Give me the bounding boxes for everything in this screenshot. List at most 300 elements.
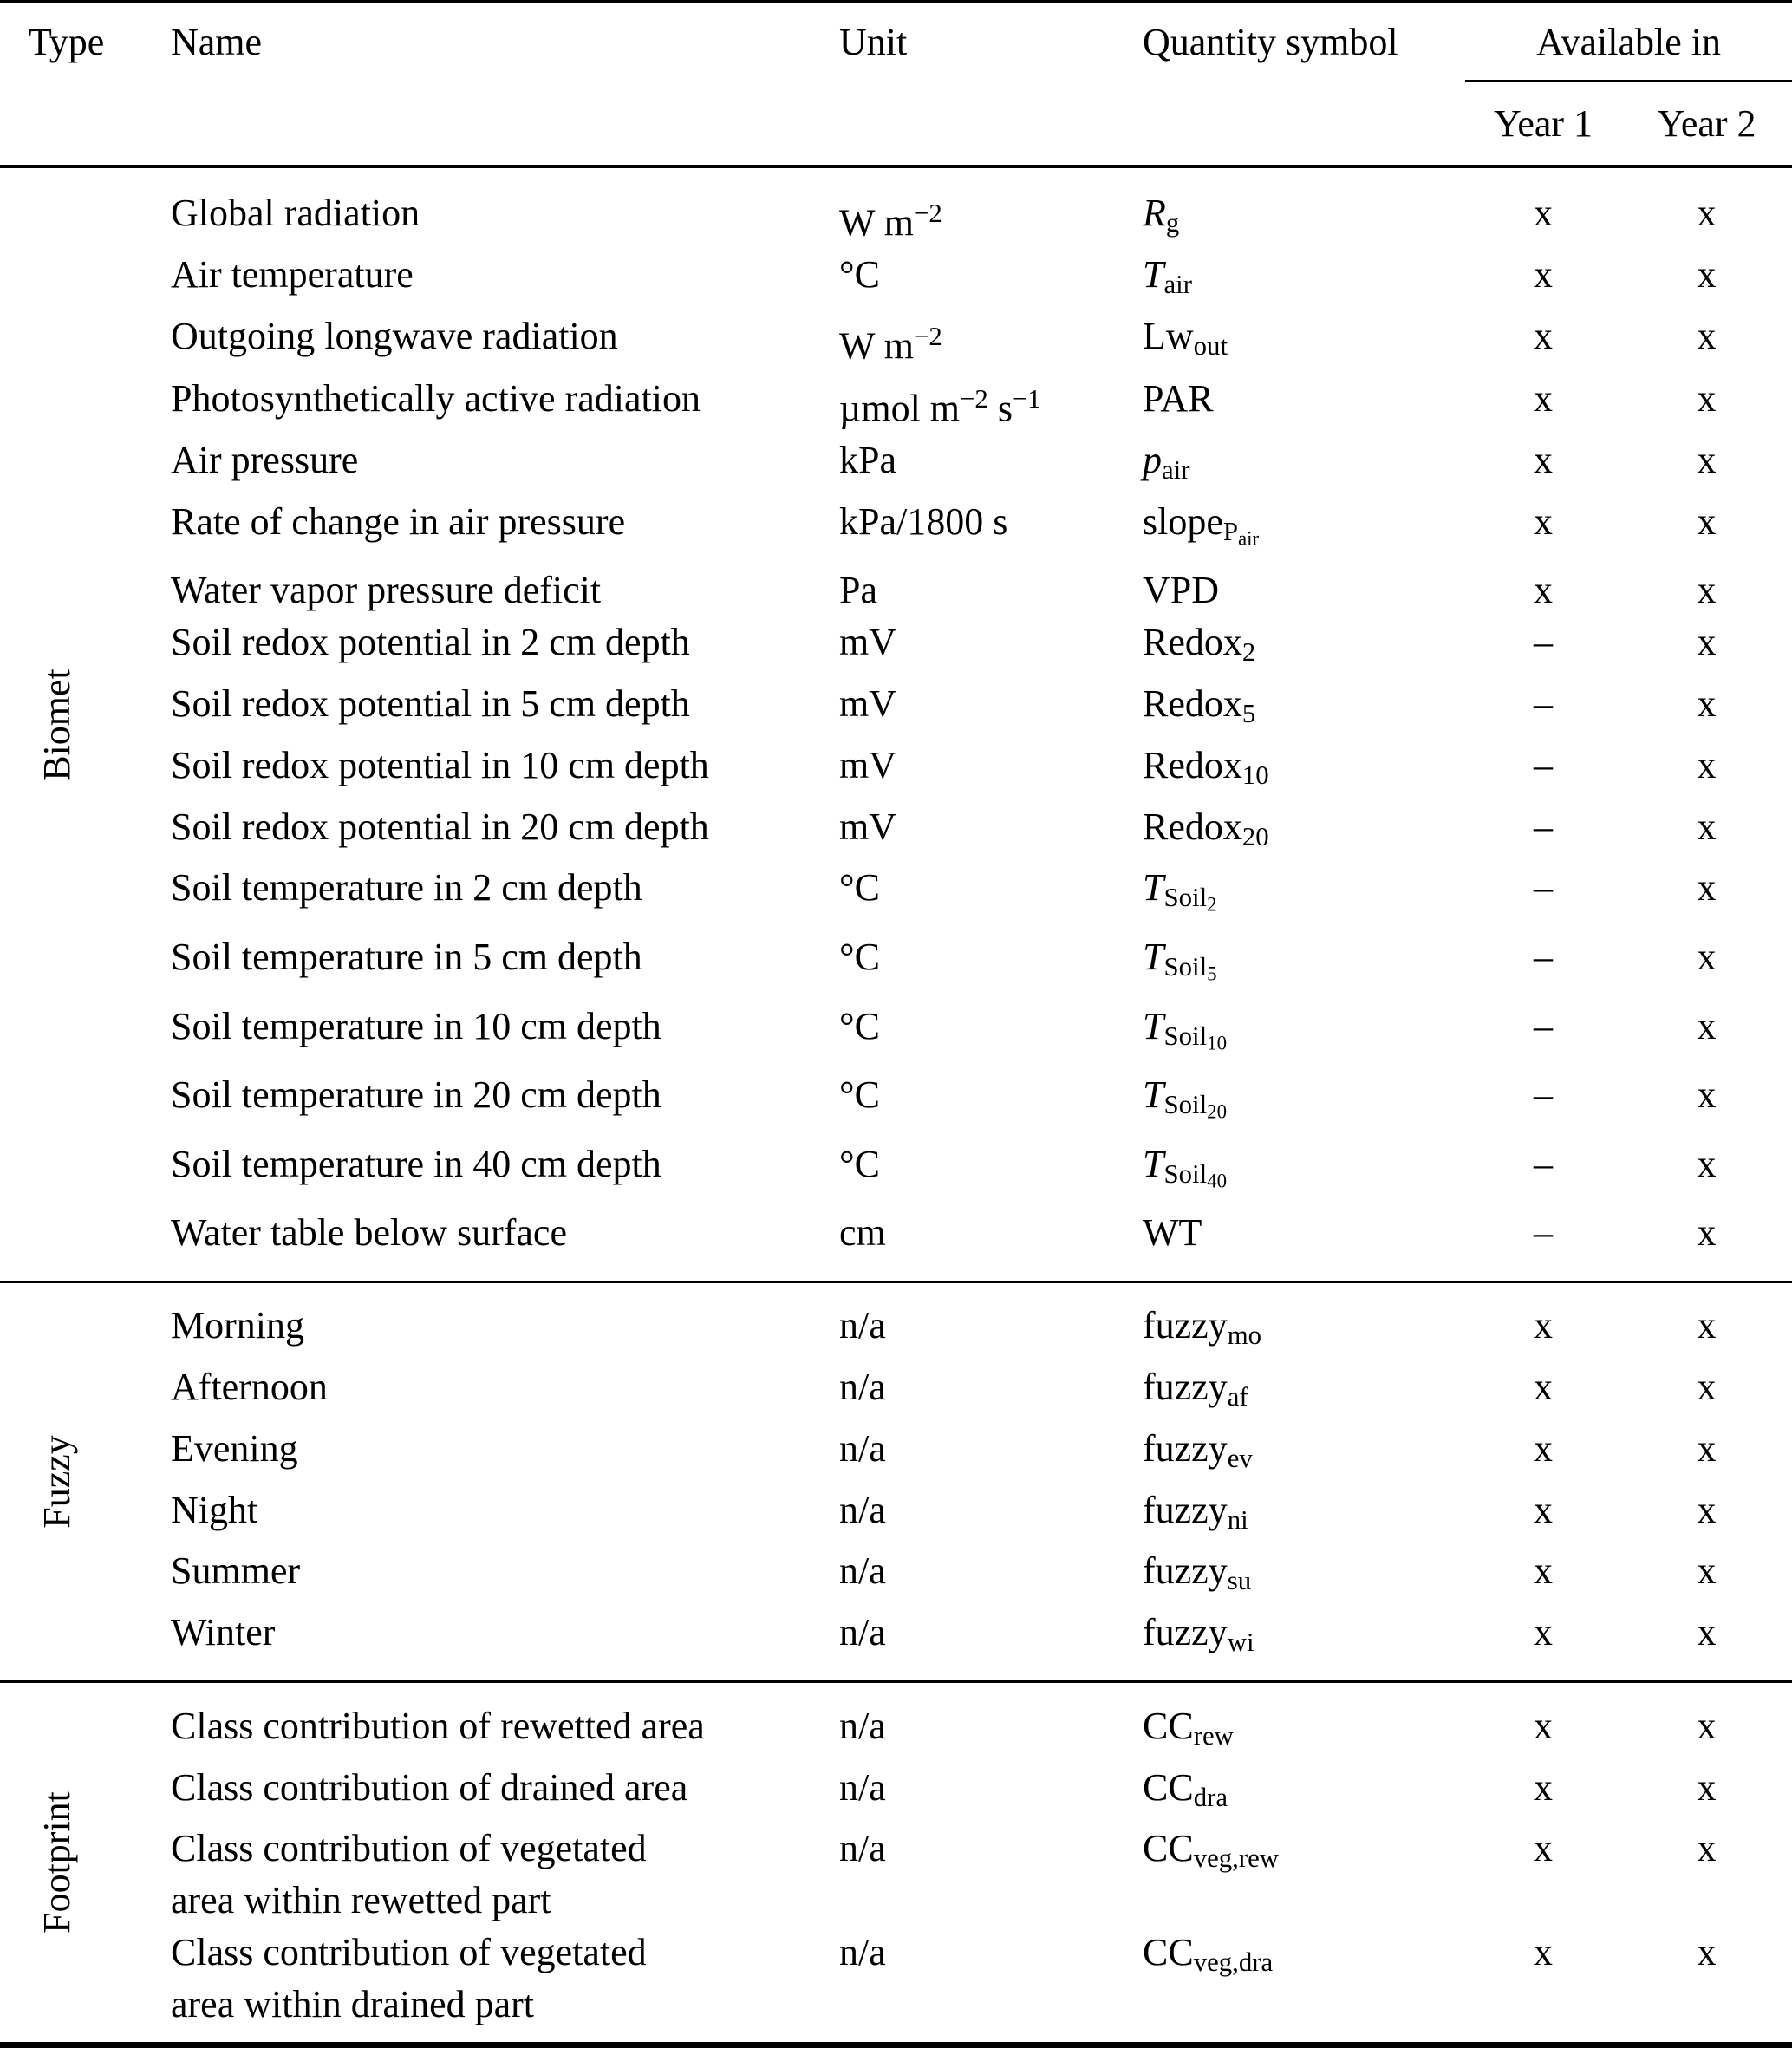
header-row-2: [0, 80, 1792, 165]
row-name: [171, 1762, 839, 1814]
type-label-biomet: Biomet: [36, 668, 78, 781]
row-name-line-1: Soil redox potential in 10 cm depth: [171, 743, 709, 786]
text-run: fuzzy: [1143, 1366, 1228, 1408]
text-run: dra: [1193, 1782, 1228, 1812]
row-year1-mark: –: [1534, 743, 1553, 786]
text-run: slope: [1143, 499, 1223, 543]
table-row: [0, 496, 1792, 565]
row-symbol: [1143, 678, 1465, 740]
row-name-line-2: area within drained part: [171, 1983, 535, 2026]
row-symbol: [1143, 187, 1465, 249]
row-year2-mark: x: [1697, 1211, 1717, 1255]
text-run: fuzzy: [1143, 1426, 1228, 1470]
row-symbol: [1143, 1001, 1465, 1070]
table-row: [0, 564, 1792, 616]
row-year1-mark: –: [1534, 1142, 1553, 1185]
text-run: air: [1238, 527, 1260, 550]
row-symbol: [1143, 1069, 1465, 1138]
text-run: °C: [839, 1004, 880, 1047]
row-symbol: [1143, 1762, 1465, 1823]
row-unit: [839, 1423, 1143, 1475]
text-run: Soil: [1163, 1158, 1208, 1189]
row-symbol: [1143, 373, 1465, 425]
text-run: 5: [1241, 698, 1256, 728]
header-row-2-spacer: [0, 80, 1465, 165]
text-run: n/a: [839, 1304, 886, 1347]
row-year1-mark: x: [1534, 192, 1553, 234]
row-unit: [839, 1700, 1143, 1752]
column-header-unit: Unit: [839, 20, 908, 63]
row-symbol: [1143, 249, 1465, 310]
row-year2-mark: x: [1697, 1142, 1717, 1185]
text-run: n/a: [839, 1827, 886, 1870]
row-year2-mark: x: [1697, 192, 1717, 234]
text-run: mV: [839, 743, 896, 786]
row-symbol: [1143, 1484, 1465, 1546]
row-year1-mark: x: [1534, 1426, 1553, 1470]
row-year1-mark: x: [1534, 438, 1553, 481]
row-year2-mark: x: [1697, 1549, 1717, 1593]
text-run: T: [1143, 866, 1164, 910]
column-header-year-2: Year 2: [1657, 102, 1756, 145]
table-row: [0, 1927, 1792, 2031]
text-run: n/a: [839, 1765, 886, 1809]
text-run: n/a: [839, 1931, 886, 1974]
text-run: ni: [1227, 1504, 1248, 1535]
table-row: [0, 434, 1792, 496]
text-run: wi: [1227, 1627, 1254, 1657]
text-run: Soil: [1163, 883, 1208, 913]
row-unit: [839, 1361, 1143, 1413]
row-name-line-1: Photosynthetically active radiation: [171, 376, 701, 420]
row-year2-mark: x: [1697, 1931, 1717, 1974]
row-year2-mark: x: [1697, 743, 1717, 786]
text-run: °C: [839, 1073, 880, 1117]
text-run: Soil: [1163, 1089, 1208, 1119]
row-name-line-1: Soil redox potential in 5 cm depth: [171, 682, 690, 726]
row-year2-mark: x: [1697, 438, 1717, 481]
text-run: mV: [839, 805, 896, 848]
row-unit: [839, 373, 1143, 434]
row-year1-mark: –: [1534, 805, 1553, 848]
table-row: [0, 310, 1792, 372]
text-run: 2: [1207, 893, 1217, 916]
text-run: −2: [913, 199, 942, 228]
row-unit: [839, 1069, 1143, 1121]
row-name-line-1: Water table below surface: [171, 1211, 567, 1255]
text-run: out: [1193, 330, 1228, 361]
text-run: n/a: [839, 1426, 886, 1470]
text-run: T: [1143, 253, 1164, 297]
text-run: mo: [1227, 1321, 1262, 1350]
table-row: [0, 931, 1792, 1001]
text-run: W m: [839, 201, 914, 245]
row-year2-mark: x: [1697, 1827, 1717, 1870]
table-row: [0, 187, 1792, 249]
row-unit: [839, 187, 1143, 249]
row-year1-mark: x: [1534, 1611, 1553, 1654]
column-header-available-in: Available in: [1536, 20, 1721, 63]
text-run: CC: [1143, 1827, 1194, 1870]
row-year2-mark: x: [1697, 1366, 1717, 1408]
row-year1-mark: x: [1534, 1304, 1553, 1347]
text-run: −2: [960, 383, 988, 414]
row-name: [171, 616, 839, 669]
table-row: [0, 801, 1792, 863]
row-unit: [839, 496, 1143, 548]
row-unit: [839, 931, 1143, 983]
section-fuzzy: [0, 1283, 1792, 1680]
row-symbol: [1143, 310, 1465, 372]
row-symbol: [1143, 1300, 1465, 1361]
row-name: [171, 801, 839, 853]
text-run: −1: [1012, 383, 1041, 414]
row-unit: [839, 434, 1143, 486]
row-unit: [839, 616, 1143, 669]
table-body: [0, 168, 1792, 2048]
row-name: [171, 1001, 839, 1053]
type-label-footprint: Footprint: [36, 1791, 78, 1934]
row-name: [171, 931, 839, 983]
row-year2-mark: x: [1697, 1704, 1717, 1747]
text-run: n/a: [839, 1488, 886, 1531]
row-name: [171, 1300, 839, 1352]
row-year2-mark: x: [1697, 621, 1717, 664]
row-name: [171, 1423, 839, 1475]
text-run: ev: [1227, 1443, 1253, 1473]
table-row: [0, 1069, 1792, 1138]
row-name: [171, 1207, 839, 1259]
row-name-line-2: area within rewetted part: [171, 1879, 551, 1922]
text-run: CC: [1143, 1931, 1194, 1974]
row-year2-mark: x: [1697, 935, 1717, 978]
table-row: [0, 1207, 1792, 1259]
row-year1-mark: x: [1534, 1488, 1553, 1531]
row-name: [171, 1927, 839, 2031]
table-row: [0, 862, 1792, 931]
row-name-line-1: Afternoon: [171, 1366, 328, 1408]
row-name: [171, 310, 839, 362]
text-run: Pa: [839, 569, 877, 612]
table-row: [0, 678, 1792, 740]
row-name-line-1: Water vapor pressure deficit: [171, 569, 602, 612]
row-name: [171, 1069, 839, 1121]
row-symbol: [1143, 616, 1465, 678]
text-run: CC: [1143, 1765, 1194, 1809]
row-name-line-1: Air pressure: [171, 438, 359, 481]
row-year1-mark: x: [1534, 1765, 1553, 1809]
text-run: veg,rew: [1193, 1843, 1280, 1874]
text-run: T: [1143, 1004, 1164, 1047]
row-unit: [839, 564, 1143, 616]
text-run: s: [987, 386, 1013, 429]
row-name-line-1: Soil temperature in 5 cm depth: [171, 935, 642, 978]
text-run: T: [1143, 1142, 1164, 1185]
text-run: fuzzy: [1143, 1488, 1228, 1531]
text-run: g: [1165, 207, 1180, 238]
text-run: T: [1143, 935, 1164, 978]
row-symbol: [1143, 1927, 1465, 1988]
table-row: [0, 1762, 1792, 1823]
row-name: [171, 678, 839, 730]
text-run: rew: [1193, 1720, 1234, 1751]
row-year1-mark: –: [1534, 935, 1553, 978]
text-run: °C: [839, 866, 880, 910]
row-year2-mark: x: [1697, 569, 1717, 612]
text-run: W m: [839, 324, 914, 368]
row-name-line-1: Winter: [171, 1611, 276, 1654]
text-run: p: [1143, 438, 1162, 481]
table-row: [0, 373, 1792, 434]
row-unit: [839, 1207, 1143, 1259]
text-run: n/a: [839, 1549, 886, 1593]
row-year1-mark: –: [1534, 1004, 1553, 1047]
row-name: [171, 434, 839, 486]
table-row: [0, 616, 1792, 678]
column-header-symbol: Quantity symbol: [1143, 20, 1398, 63]
text-run: n/a: [839, 1611, 886, 1654]
row-year2-mark: x: [1697, 866, 1717, 910]
row-unit: [839, 1300, 1143, 1352]
row-year1-mark: –: [1534, 682, 1553, 726]
type-label-fuzzy: Fuzzy: [36, 1435, 78, 1529]
row-unit: [839, 1607, 1143, 1659]
row-name: [171, 1823, 839, 1927]
text-run: R: [1143, 192, 1166, 234]
text-run: T: [1143, 1073, 1164, 1117]
row-name: [171, 373, 839, 425]
row-unit: [839, 1545, 1143, 1597]
row-unit: [839, 1823, 1143, 1875]
row-unit: [839, 249, 1143, 301]
text-run: Redox: [1143, 621, 1242, 664]
row-name-line-1: Outgoing longwave radiation: [171, 315, 618, 358]
row-year2-mark: x: [1697, 1611, 1717, 1654]
row-year1-mark: x: [1534, 315, 1553, 358]
row-name: [171, 1545, 839, 1597]
row-name-line-1: Soil redox potential in 20 cm depth: [171, 805, 709, 848]
text-run: 10: [1241, 760, 1269, 790]
row-year1-mark: x: [1534, 253, 1553, 297]
text-run: CC: [1143, 1704, 1194, 1747]
row-unit: [839, 740, 1143, 792]
row-year2-mark: x: [1697, 682, 1717, 726]
row-year1-mark: x: [1534, 1549, 1553, 1593]
row-name-line-1: Evening: [171, 1426, 298, 1470]
row-name-line-1: Soil temperature in 20 cm depth: [171, 1073, 661, 1117]
row-unit: [839, 862, 1143, 914]
text-run: WT: [1143, 1211, 1202, 1255]
row-year2-mark: x: [1697, 1304, 1717, 1347]
text-run: 5: [1207, 962, 1217, 985]
text-run: air: [1162, 454, 1190, 485]
row-name: [171, 1607, 839, 1659]
text-run: Redox: [1143, 805, 1242, 848]
row-symbol: [1143, 740, 1465, 801]
row-symbol: [1143, 1700, 1465, 1762]
row-year2-mark: x: [1697, 1426, 1717, 1470]
table-row: [0, 1423, 1792, 1484]
table-row: [0, 1484, 1792, 1546]
row-name: [171, 862, 839, 914]
text-run: 2: [1241, 637, 1256, 668]
row-name: [171, 1361, 839, 1413]
text-run: fuzzy: [1143, 1549, 1228, 1593]
table-header: [0, 3, 1792, 165]
row-year2-mark: x: [1697, 1004, 1717, 1047]
row-unit: [839, 1762, 1143, 1814]
row-symbol: [1143, 1423, 1465, 1484]
text-run: cm: [839, 1211, 886, 1255]
table-row: [0, 1300, 1792, 1361]
row-name: [171, 249, 839, 301]
row-name-line-1: Air temperature: [171, 253, 414, 297]
row-year2-mark: x: [1697, 376, 1717, 420]
row-year1-mark: –: [1534, 1073, 1553, 1117]
row-year1-mark: x: [1534, 1827, 1553, 1870]
row-year1-mark: x: [1534, 499, 1553, 543]
text-run: Redox: [1143, 743, 1242, 786]
text-run: fuzzy: [1143, 1611, 1228, 1654]
text-run: veg,dra: [1193, 1947, 1274, 1978]
row-symbol: [1143, 434, 1465, 496]
text-run: n/a: [839, 1366, 886, 1408]
row-symbol: [1143, 931, 1465, 1001]
row-year2-mark: x: [1697, 499, 1717, 543]
text-run: mV: [839, 682, 896, 726]
row-unit: [839, 801, 1143, 853]
table-row: [0, 1823, 1792, 1927]
row-unit: [839, 1001, 1143, 1053]
row-name: [171, 1700, 839, 1752]
text-run: VPD: [1143, 569, 1220, 612]
table-row: [0, 1138, 1792, 1208]
row-unit: [839, 310, 1143, 372]
row-name: [171, 1138, 839, 1190]
text-run: PAR: [1143, 376, 1214, 420]
section-biomet: [0, 168, 1792, 1281]
row-unit: [839, 1484, 1143, 1536]
row-year1-mark: –: [1534, 1211, 1553, 1255]
row-year2-mark: x: [1697, 315, 1717, 358]
row-name: [171, 1484, 839, 1536]
text-run: 20: [1207, 1100, 1227, 1123]
table-row: [0, 1700, 1792, 1762]
row-name-line-1: Class contribution of drained area: [171, 1765, 688, 1809]
row-symbol: [1143, 1138, 1465, 1208]
row-symbol: [1143, 496, 1465, 565]
available-in-subheader: [1465, 80, 1792, 165]
row-name-line-1: Soil redox potential in 2 cm depth: [171, 621, 690, 664]
table-row: [0, 249, 1792, 310]
row-name: [171, 740, 839, 792]
text-run: µmol m: [839, 386, 961, 429]
row-name-line-1: Class contribution of vegetated: [171, 1827, 647, 1870]
row-name: [171, 496, 839, 548]
row-name-line-1: Morning: [171, 1304, 304, 1347]
row-symbol: [1143, 1607, 1465, 1668]
row-symbol: [1143, 801, 1465, 863]
text-run: Soil: [1163, 1021, 1208, 1051]
text-run: °C: [839, 253, 880, 297]
table-bottom-rule: [0, 2042, 1792, 2048]
row-symbol: [1143, 1545, 1465, 1607]
row-name-line-1: Global radiation: [171, 192, 420, 234]
text-run: 20: [1241, 821, 1269, 851]
row-year2-mark: x: [1697, 1765, 1717, 1809]
column-header-year-1: Year 1: [1493, 102, 1593, 145]
text-run: Redox: [1143, 682, 1242, 726]
row-year1-mark: –: [1534, 621, 1553, 664]
row-year1-mark: x: [1534, 1366, 1553, 1408]
text-run: af: [1227, 1381, 1248, 1412]
row-year1-mark: x: [1534, 1704, 1553, 1747]
text-run: air: [1163, 270, 1192, 300]
text-run: −2: [913, 322, 942, 352]
row-name-line-1: Class contribution of vegetated: [171, 1931, 647, 1974]
row-year1-mark: –: [1534, 866, 1553, 910]
row-year2-mark: x: [1697, 253, 1717, 297]
row-unit: [839, 1927, 1143, 1979]
table-row: [0, 1607, 1792, 1668]
text-run: P: [1222, 516, 1239, 546]
text-run: °C: [839, 1142, 880, 1185]
row-symbol: [1143, 862, 1465, 931]
row-symbol: [1143, 1207, 1465, 1259]
row-name-line-1: Class contribution of rewetted area: [171, 1704, 705, 1747]
row-name-line-1: Soil temperature in 2 cm depth: [171, 866, 642, 910]
row-name-line-1: Night: [171, 1488, 258, 1531]
row-name-line-1: Soil temperature in 40 cm depth: [171, 1142, 661, 1185]
header-row-1: [0, 3, 1792, 80]
row-year2-mark: x: [1697, 1488, 1717, 1531]
text-run: su: [1227, 1566, 1252, 1596]
text-run: °C: [839, 935, 880, 978]
text-run: mV: [839, 621, 896, 664]
row-name-line-1: Rate of change in air pressure: [171, 499, 626, 543]
row-symbol: [1143, 1823, 1465, 1884]
table-row: [0, 1545, 1792, 1607]
column-header-name: Name: [171, 20, 263, 63]
column-header-type: Type: [29, 20, 105, 63]
text-run: 10: [1207, 1032, 1227, 1054]
text-run: 40: [1207, 1170, 1227, 1192]
table-row: [0, 740, 1792, 801]
text-run: fuzzy: [1143, 1304, 1228, 1347]
row-name-line-1: Soil temperature in 10 cm depth: [171, 1004, 661, 1047]
row-name: [171, 187, 839, 239]
text-run: kPa: [839, 438, 896, 481]
table-row: [0, 1001, 1792, 1070]
text-run: Lw: [1143, 315, 1194, 358]
text-run: Soil: [1163, 951, 1208, 982]
row-unit: [839, 1138, 1143, 1190]
row-year2-mark: x: [1697, 1073, 1717, 1117]
row-year1-mark: x: [1534, 569, 1553, 612]
row-year2-mark: x: [1697, 805, 1717, 848]
row-name: [171, 564, 839, 616]
row-year1-mark: x: [1534, 1931, 1553, 1974]
section-footprint: [0, 1683, 1792, 2043]
row-unit: [839, 678, 1143, 730]
text-run: kPa/1800 s: [839, 499, 1008, 543]
row-name-line-1: Summer: [171, 1549, 301, 1593]
row-year1-mark: x: [1534, 376, 1553, 420]
row-symbol: [1143, 1361, 1465, 1423]
table-row: [0, 1361, 1792, 1423]
row-symbol: [1143, 564, 1465, 616]
text-run: n/a: [839, 1704, 886, 1747]
